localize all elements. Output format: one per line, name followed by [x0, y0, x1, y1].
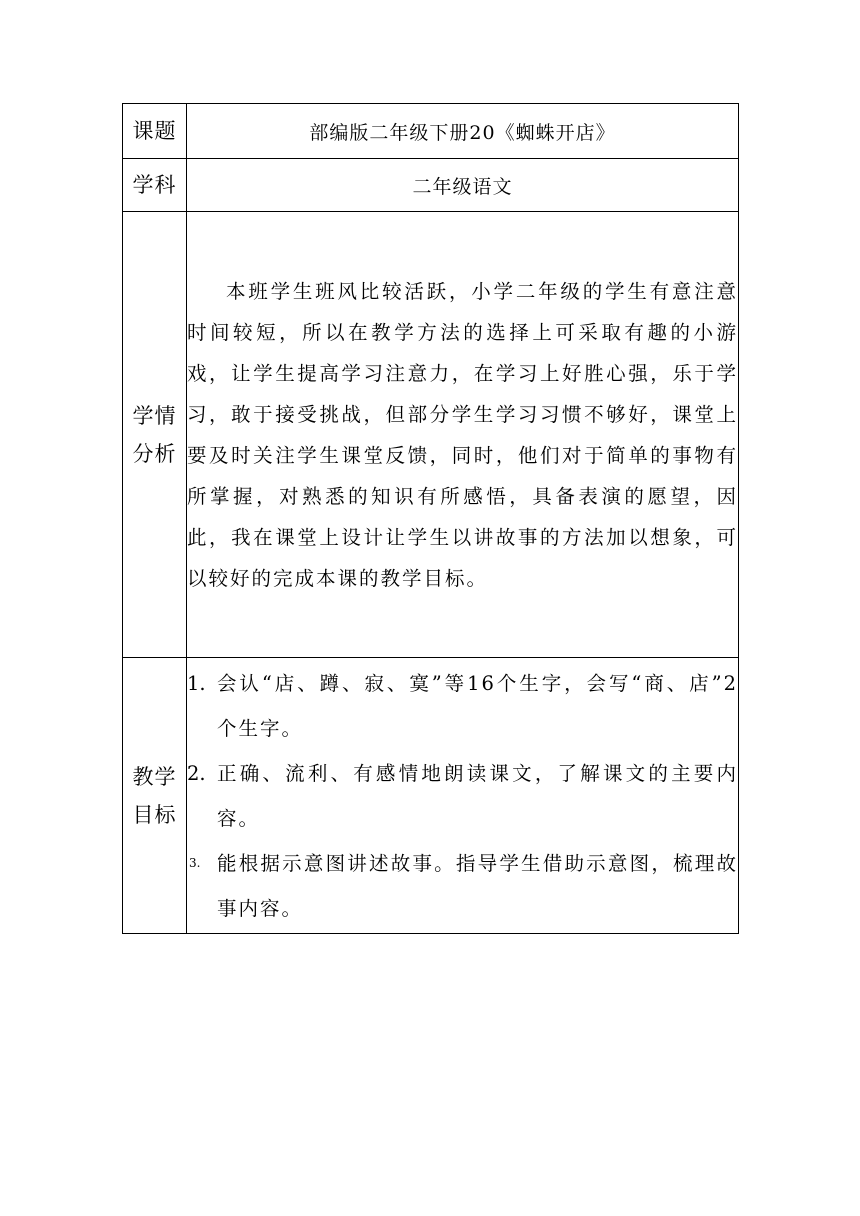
- lesson-title-label-text: 课题: [132, 119, 177, 143]
- teaching-goal-text: 正确、流利、有感情地朗读课文，了解课文的主要内容。: [217, 761, 738, 830]
- teaching-goals-label-line-2: 目标: [132, 802, 177, 827]
- student-analysis-label-line-1: 学情: [132, 403, 177, 428]
- subject-label-text: 学科: [132, 173, 177, 197]
- lesson-plan-table: [122, 103, 739, 934]
- student-analysis-cell: [187, 212, 739, 658]
- teaching-goal-item: [187, 751, 738, 841]
- row-teaching-goals: [123, 658, 739, 934]
- student-analysis-label-line-2: 分析: [132, 441, 177, 466]
- teaching-goal-item: [187, 661, 738, 751]
- teaching-goal-text: 能根据示意图讲述故事。指导学生借助示意图，梳理故事内容。: [217, 851, 738, 920]
- row-subject: [123, 159, 739, 212]
- student-analysis-text: 本班学生班风比较活跃，小学二年级的学生有意注意时间较短，所以在教学方法的选择上可采取有趣的小游戏，让学生提高学习注意力，在学习上好胜心强，乐于学习，敢于接受挑战，但部分学生学习习惯不够好，课堂上要及时关注学生课堂反馈，同时，他们对于简单的事物有所掌握，对熟悉的知识有所感悟，具备表演的愿望，因此，我在课堂上设计让学生以讲故事的方法加以想象，可以较好的完成本课的教学目标。: [187, 279, 738, 590]
- subject-value: 二年级语文: [187, 159, 739, 212]
- teaching-goals-label: [123, 658, 187, 934]
- teaching-goals-label-line-1: 教学: [132, 764, 177, 789]
- subject-label: [123, 159, 187, 212]
- row-lesson-title: [123, 104, 739, 159]
- teaching-goal-number: 3.: [189, 855, 201, 870]
- teaching-goal-text: 会认“店、蹲、寂、寞”等16个生字，会写“商、店”2个生字。: [217, 671, 738, 740]
- lesson-title-value: 部编版二年级下册20《蜘蛛开店》: [187, 104, 739, 159]
- lesson-title-label: [123, 104, 187, 159]
- teaching-goal-number: 2.: [187, 761, 206, 785]
- teaching-goal-number: 1.: [187, 671, 206, 695]
- teaching-goals-list: [187, 661, 738, 931]
- student-analysis-label: [123, 212, 187, 658]
- teaching-goals-cell: [187, 658, 739, 934]
- teaching-goal-item: [187, 841, 738, 931]
- row-student-analysis: [123, 212, 739, 658]
